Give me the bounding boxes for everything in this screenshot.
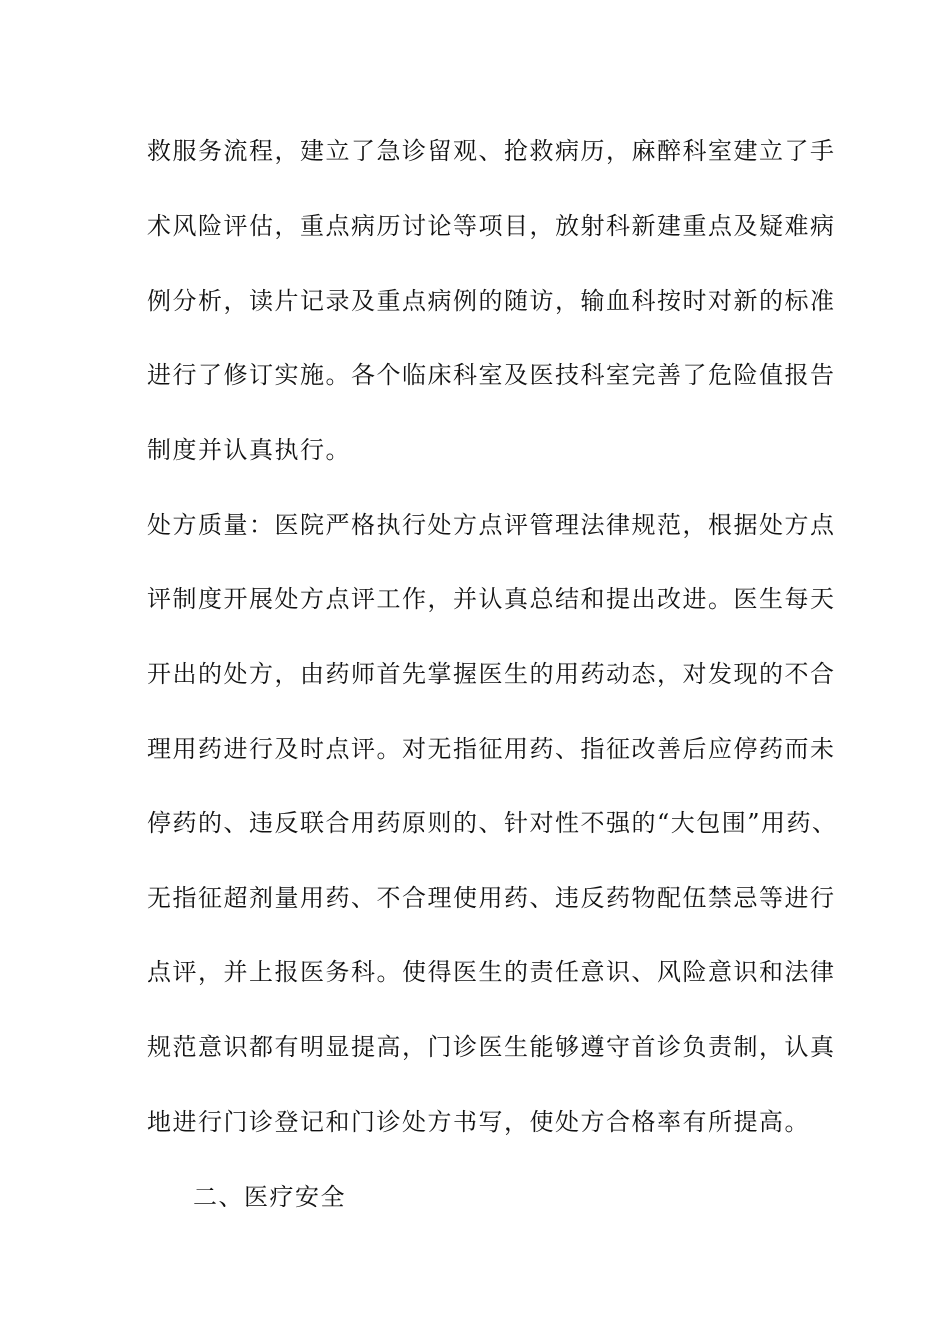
paragraph-line-8: 开出的处方，由药师首先掌握医生的用药动态，对发现的不合 <box>147 660 836 688</box>
paragraph-line-14: 地进行门诊登记和门诊处方书写，使处方合格率有所提高。 <box>147 1108 810 1136</box>
paragraph-line-10: 停药的、违反联合用药原则的、针对性不强的“大包围”用药、 <box>147 809 838 837</box>
paragraph-line-13: 规范意识都有明显提高，门诊医生能够遵守首诊负责制，认真 <box>147 1033 836 1061</box>
paragraph-line-11: 无指征超剂量用药、不合理使用药、违反药物配伍禁忌等进行 <box>147 884 836 912</box>
paragraph-line-1: 救服务流程，建立了急诊留观、抢救病历，麻醉科室建立了手 <box>147 137 836 165</box>
paragraph-line-7: 评制度开展处方点评工作，并认真总结和提出改进。医生每天 <box>147 585 836 613</box>
paragraph-line-5: 制度并认真执行。 <box>147 436 351 464</box>
paragraph-line-3: 例分析，读片记录及重点病例的随访，输血科按时对新的标准 <box>147 287 836 315</box>
paragraph-line-9: 理用药进行及时点评。对无指征用药、指征改善后应停药而未 <box>147 735 836 763</box>
paragraph-line-12: 点评，并上报医务科。使得医生的责任意识、风险意识和法律 <box>147 958 836 986</box>
section-heading: 二、医疗安全 <box>193 1183 346 1211</box>
paragraph-line-6: 处方质量：医院严格执行处方点评管理法律规范，根据处方点 <box>147 511 836 539</box>
paragraph-line-4: 进行了修订实施。各个临床科室及医技科室完善了危险值报告 <box>147 361 836 389</box>
paragraph-line-2: 术风险评估，重点病历讨论等项目，放射科新建重点及疑难病 <box>147 212 836 240</box>
